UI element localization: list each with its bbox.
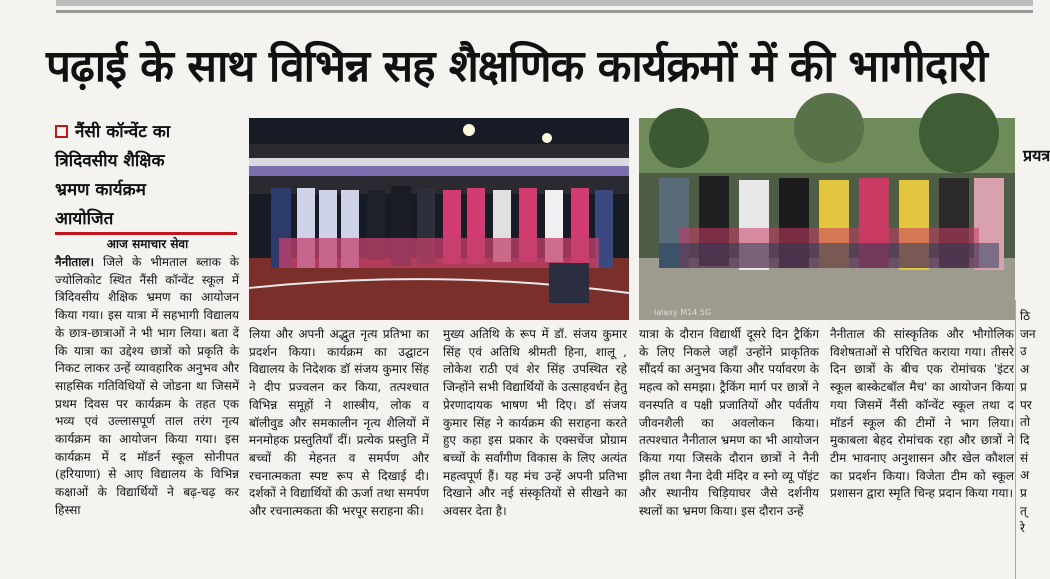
- byline: आज समाचार सेवा: [106, 237, 189, 251]
- subhead-line-1: नैंसी कॉन्वेंट का: [75, 122, 171, 142]
- photo-watermark: lalaxy M14 5G: [654, 308, 712, 317]
- article-column-5: [830, 326, 1014, 579]
- article-column-1: [55, 254, 239, 579]
- column-3-text: मुख्य अतिथि के रूप में डॉ. संजय कुमार सिंह एवं अतिथि श्रीमती हिना, शालू , लोकेश राठी एवं शेर सिंह उपस्थित रहे जिन्होंने सभी विद्यार्थियों के उत्साहवर्धन हेतु प्रेरणादायक भाषण भी दिए। डॉ संजय कुमार सिंह ने कार्यक्रम की सराहना करते हुए कहा इस प्रकार के एक्सचेंज प्रोग्राम बच्चों के सर्वांगीण विकास के लिए अत्यंत महत्वपूर्ण हैं। यह मंच उन्हें अपनी प्रतिभा दिखाने और नई संस्कृतियों से सीखने का अवसर देता है।: [443, 327, 627, 519]
- trekking-group-photo-image: [639, 118, 1015, 320]
- subhead-line-2: त्रिदिवसीय शैक्षिक: [55, 151, 165, 171]
- trekking-group-photo: [639, 118, 1015, 320]
- page-headline: पढ़ाई के साथ विभिन्न सह शैक्षणिक कार्यक्रमों में की भागीदारी: [46, 41, 987, 92]
- dance-event-photo-image: [249, 118, 629, 320]
- column-2-text: लिया और अपनी अद्भुत नृत्य प्रतिभा का प्रदर्शन किया। कार्यक्रम का उद्घाटन विद्यालय के निदेशक डॉ संजय कुमार सिंह ने दीप प्रज्वलन कर किया, तत्पश्चात विभिन्न समूहों ने शास्त्रीय, लोक व बॉलीवुड और समकालीन नृत्य शैलियों में मनमोहक प्रस्तुतियाँ दीं। प्रत्येक प्रस्तुति में बच्चों की मेहनत व समर्पण और रचनात्मकता स्पष्ट रूप से दिखाई दी। दर्शकों ने विद्यार्थियों की ऊर्जा तथा समर्पण और रचनात्मकता की भरपूर सराहना की।: [249, 327, 429, 519]
- top-rule: [56, 10, 1033, 13]
- dance-event-photo: [249, 118, 629, 320]
- next-story-heading: प्रयत्र: [1023, 146, 1050, 165]
- column-4-text: यात्रा के दौरान विद्यार्थी दूसरे दिन ट्रैकिंग के लिए निकले जहाँ उन्होंने प्राकृतिक सौंदर्य का अनुभव किया और पर्यावरण के महत्व को समझा। ट्रैकिंग मार्ग पर छात्रों ने वनस्पति व पक्षी प्रजातियों और पर्वतीय जीवनशैली का अवलोकन किया। तत्पश्चात नैनीताल भ्रमण का भी आयोजन किया गया जिसके दौरान छात्रों ने नैनी झील तथा नैना देवी मंदिर व स्नो व्यू पॉइंट और स्थानीय चिड़ियाघर जैसे दर्शनीय स्थलों का भ्रमण किया। इस दौरान उन्हें: [639, 327, 819, 519]
- article-column-3: [443, 326, 627, 579]
- top-gray-bar: [56, 0, 1033, 6]
- column-divider: [1015, 300, 1016, 579]
- dateline: नैनीताल।: [55, 255, 95, 269]
- subhead-line-3: भ्रमण कार्यक्रम: [55, 180, 146, 200]
- article-column-4: [639, 326, 819, 579]
- column-1-text: जिले के भीमताल ब्लाक के ज्योलिकोट स्थित नैंसी कॉन्वेंट स्कूल में त्रिदिवसीय शैक्षिक भ्रमण का आयोजन किया गया। इस यात्रा में सहभागी विद्यालय के छात्र-छात्राओं ने भी भाग लिया। बता दें कि यात्रा का उद्देश्य छात्रों को प्रकृति के निकट लाकर उन्हें व्यावहारिक अनुभव और साहसिक गतिविधियों से जोडना था जिसमें प्रथम दिवस पर कार्यक्रम के तहत एक भव्य एवं उल्लासपूर्ण ताल तरंग नृत्य कार्यक्रम का आयोजन किया गया। इस कार्यक्रम में द मॉडर्न स्कूल सोनीपत (हरियाणा) से आए विद्यालय के विभिन्न कक्षाओं के विद्यार्थियों ने बढ़-चढ़ कर हिस्सा: [55, 255, 239, 517]
- subhead-line-4: आयोजित: [55, 209, 114, 229]
- subhead-red-rule: [55, 232, 237, 235]
- article-column-2: [249, 326, 429, 579]
- story-subheading: [55, 118, 240, 234]
- square-bullet-icon: [55, 125, 68, 138]
- next-story-text: ठि जन उ अ प्र पर तो दि सं अ प्र त् रे: [1020, 309, 1036, 536]
- column-5-text: नैनीताल की सांस्कृतिक और भौगोलिक विशेषताओं से परिचित कराया गया। तीसरे दिन छात्रों के बीच एक रोमांचक 'इंटर स्कूल बास्केटबॉल मैच' का आयोजन किया गया जिसमें नैंसी कॉन्वेंट स्कूल तथा द मॉडर्न स्कूल की टीमों ने भाग लिया। मुकाबला बेहद रोमांचक रहा और छात्रों ने टीम भावनाए अनुशासन और खेल कौशल का प्रदर्शन किया। विजेता टीम को स्कूल प्रशासन द्वारा स्मृति चिन्ह प्रदान किया गया।: [830, 327, 1014, 501]
